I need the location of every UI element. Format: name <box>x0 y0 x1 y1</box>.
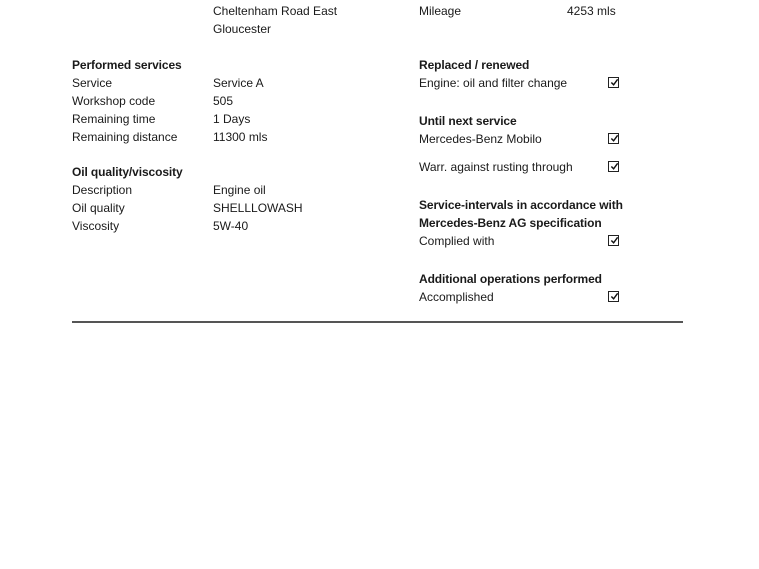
rusting-warranty-label: Warr. against rusting through <box>419 160 573 174</box>
remaining-distance-label: Remaining distance <box>72 130 178 144</box>
checkmark-icon <box>610 236 619 245</box>
checkmark-icon <box>610 134 619 143</box>
workshop-code-value: 505 <box>213 94 234 108</box>
remaining-time-label: Remaining time <box>72 112 156 126</box>
mobilo-label: Mercedes-Benz Mobilo <box>419 132 542 146</box>
address-street: Cheltenham Road East <box>213 4 338 18</box>
mileage-label: Mileage <box>419 4 462 18</box>
service-intervals-heading-line1: Service-intervals in accordance with <box>419 198 623 212</box>
accomplished-checkbox <box>608 291 619 302</box>
address-city: Gloucester <box>213 22 272 36</box>
checkmark-icon <box>610 162 619 171</box>
description-value: Engine oil <box>213 183 266 197</box>
performed-services-heading: Performed services <box>72 58 182 72</box>
oil-quality-value: SHELLLOWASH <box>213 201 303 215</box>
engine-oil-filter-label: Engine: oil and filter change <box>419 76 568 90</box>
engine-oil-filter-checkbox <box>608 77 619 88</box>
remaining-distance-value: 11300 mls <box>213 130 268 144</box>
workshop-code-label: Workshop code <box>72 94 156 108</box>
viscosity-label: Viscosity <box>72 219 120 233</box>
mobilo-checkbox <box>608 133 619 144</box>
oil-quality-heading: Oil quality/viscosity <box>72 165 183 179</box>
mileage-value: 4253 mls <box>567 4 616 18</box>
checkmark-icon <box>610 292 619 301</box>
replaced-heading: Replaced / renewed <box>419 58 530 72</box>
service-label: Service <box>72 76 113 90</box>
complied-with-checkbox <box>608 235 619 246</box>
rusting-warranty-checkbox <box>608 161 619 172</box>
viscosity-value: 5W-40 <box>213 219 249 233</box>
section-divider <box>72 321 683 323</box>
oil-quality-label: Oil quality <box>72 201 125 215</box>
remaining-time-value: 1 Days <box>213 112 251 126</box>
description-label: Description <box>72 183 133 197</box>
complied-with-label: Complied with <box>419 234 495 248</box>
service-intervals-heading-line2: Mercedes-Benz AG specification <box>419 216 602 230</box>
accomplished-label: Accomplished <box>419 290 494 304</box>
service-value: Service A <box>213 76 264 90</box>
checkmark-icon <box>610 78 619 87</box>
additional-operations-heading: Additional operations performed <box>419 272 602 286</box>
until-next-service-heading: Until next service <box>419 114 517 128</box>
